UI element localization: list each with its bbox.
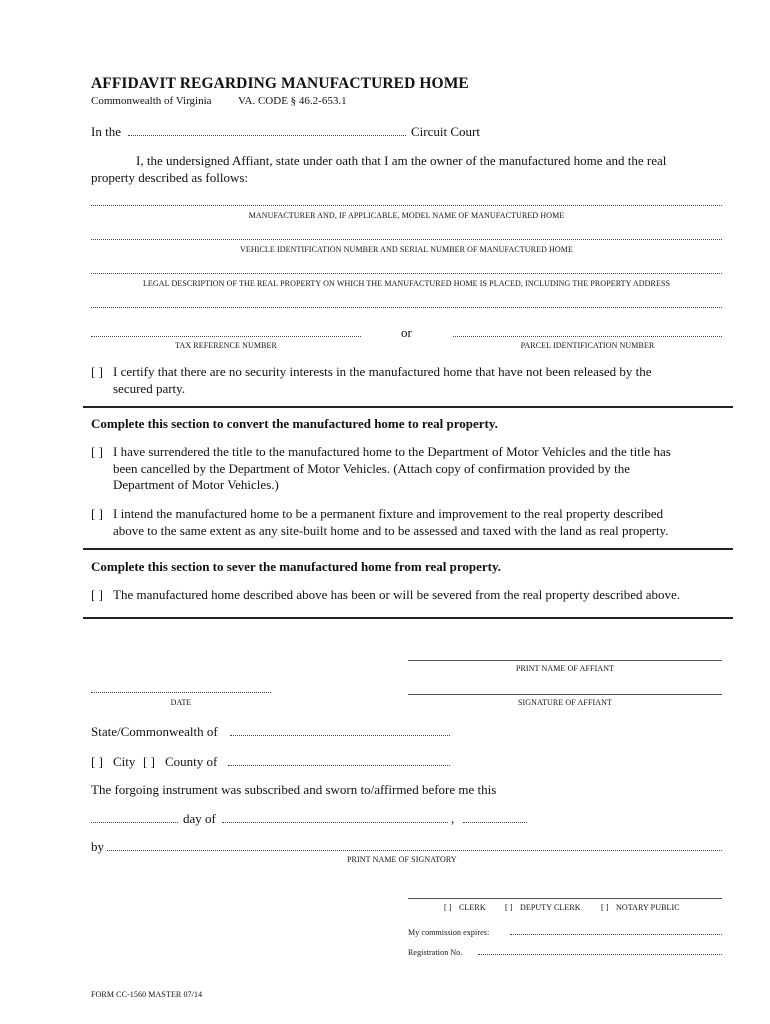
court-suffix: Circuit Court xyxy=(411,124,480,139)
sworn-text: The forgoing instrument was subscribed and sworn to/affirmed before me this xyxy=(91,782,497,797)
deputy-clerk-checkbox[interactable]: [ ] xyxy=(505,903,513,912)
signatory-field[interactable] xyxy=(107,850,722,851)
surrender-line-3: Department of Motor Vehicles.) xyxy=(113,477,279,492)
statement-line-1: I, the undersigned Affiant, state under oath that I am the owner of the manufactured home and the real xyxy=(136,153,667,168)
court-prefix: In the xyxy=(91,124,121,139)
section-divider-2 xyxy=(83,548,733,550)
manufacturer-field[interactable] xyxy=(91,205,722,206)
county-checkbox[interactable]: [ ] xyxy=(143,754,155,769)
year-field[interactable] xyxy=(463,822,527,823)
legal-description-label: LEGAL DESCRIPTION OF THE REAL PROPERTY ON WHICH THE MANUFACTURED HOME IS PLACED, INCLUDING THE PROPERTY ADDRESS xyxy=(142,279,671,288)
notary-public-checkbox[interactable]: [ ] xyxy=(601,903,609,912)
surrender-title-checkbox[interactable]: [ ] xyxy=(91,444,103,459)
by-text: by xyxy=(91,839,104,854)
certify-line-2: secured party. xyxy=(113,380,186,396)
court-name-field[interactable] xyxy=(128,135,406,136)
sever-section-heading: Complete this section to sever the manufactured home from real property. xyxy=(91,559,502,574)
clerk-label: CLERK xyxy=(459,903,486,912)
comma-text: , xyxy=(451,811,455,826)
date-field[interactable] xyxy=(91,692,271,693)
registration-label: Registration No. xyxy=(408,948,463,957)
section-divider-1 xyxy=(83,406,733,408)
commission-label: My commission expires: xyxy=(408,928,490,937)
convert-section-heading: Complete this section to convert the manufactured home to real property. xyxy=(91,416,498,431)
state-field[interactable] xyxy=(230,735,450,736)
legal-description-field-2[interactable] xyxy=(91,307,722,308)
certify-checkbox[interactable]: [ ] xyxy=(91,364,103,379)
deputy-clerk-label: DEPUTY CLERK xyxy=(520,903,581,912)
manufacturer-label: MANUFACTURER AND, IF APPLICABLE, MODEL NAME OF MANUFACTURED HOME xyxy=(248,211,565,220)
jurisdiction-text: Commonwealth of Virginia xyxy=(91,95,212,107)
registration-field[interactable] xyxy=(478,954,722,955)
state-label: State/Commonwealth of xyxy=(91,724,218,739)
city-checkbox[interactable]: [ ] xyxy=(91,754,103,769)
statement-line-2: property described as follows: xyxy=(91,170,249,185)
clerk-checkbox[interactable]: [ ] xyxy=(444,903,452,912)
form-title: AFFIDAVIT REGARDING MANUFACTURED HOME xyxy=(91,75,469,92)
tax-reference-field[interactable] xyxy=(91,336,361,337)
month-field[interactable] xyxy=(222,822,448,823)
county-label: County of xyxy=(165,754,218,769)
vin-field[interactable] xyxy=(91,239,722,240)
form-id: FORM CC-1560 MASTER 07/14 xyxy=(91,990,203,999)
signature-affiant-field[interactable] xyxy=(408,694,722,695)
date-label: DATE xyxy=(170,698,192,707)
print-name-affiant-label: PRINT NAME OF AFFIANT xyxy=(515,664,615,673)
signature-affiant-label: SIGNATURE OF AFFIANT xyxy=(517,698,612,707)
city-label: City xyxy=(113,754,136,769)
signatory-label: PRINT NAME OF SIGNATORY xyxy=(347,855,457,864)
sever-checkbox[interactable]: [ ] xyxy=(91,587,103,602)
city-county-field[interactable] xyxy=(228,765,450,766)
surrender-line-1: I have surrendered the title to the manufactured home to the Department of Motor Vehicles and the title has xyxy=(113,444,671,459)
sever-text: The manufactured home described above has been or will be severed from the real property described above. xyxy=(113,587,681,602)
day-field[interactable] xyxy=(91,822,178,823)
surrender-line-2: been cancelled by the Department of Motor Vehicles. (Attach copy of confirmation provided by the xyxy=(113,460,631,476)
fixture-line-2: above to the same extent as any site-built home and to be assessed and taxed with the land as real property. xyxy=(113,522,669,538)
tax-reference-label: TAX REFERENCE NUMBER xyxy=(175,341,277,350)
certify-text xyxy=(113,364,652,397)
commission-field[interactable] xyxy=(510,934,722,935)
certify-line-1: I certify that there are no security interests in the manufactured home that have not been released by the xyxy=(113,364,652,379)
or-text: or xyxy=(401,325,412,340)
legal-description-field[interactable] xyxy=(91,273,722,274)
section-divider-3 xyxy=(83,617,733,619)
fixture-line-1: I intend the manufactured home to be a permanent fixture and improvement to the real property described xyxy=(113,506,664,521)
permanent-fixture-text xyxy=(113,506,668,539)
officer-signature-field[interactable] xyxy=(408,898,722,899)
permanent-fixture-checkbox[interactable]: [ ] xyxy=(91,506,103,521)
code-reference: VA. CODE § 46.2-653.1 xyxy=(238,95,347,107)
parcel-id-field[interactable] xyxy=(453,336,722,337)
day-of-text: day of xyxy=(183,811,216,826)
notary-public-label: NOTARY PUBLIC xyxy=(616,903,680,912)
surrender-title-text xyxy=(113,444,671,494)
parcel-id-label: PARCEL IDENTIFICATION NUMBER xyxy=(520,341,655,350)
print-name-affiant-field[interactable] xyxy=(408,660,722,661)
vin-label: VEHICLE IDENTIFICATION NUMBER AND SERIAL NUMBER OF MANUFACTURED HOME xyxy=(239,245,574,254)
